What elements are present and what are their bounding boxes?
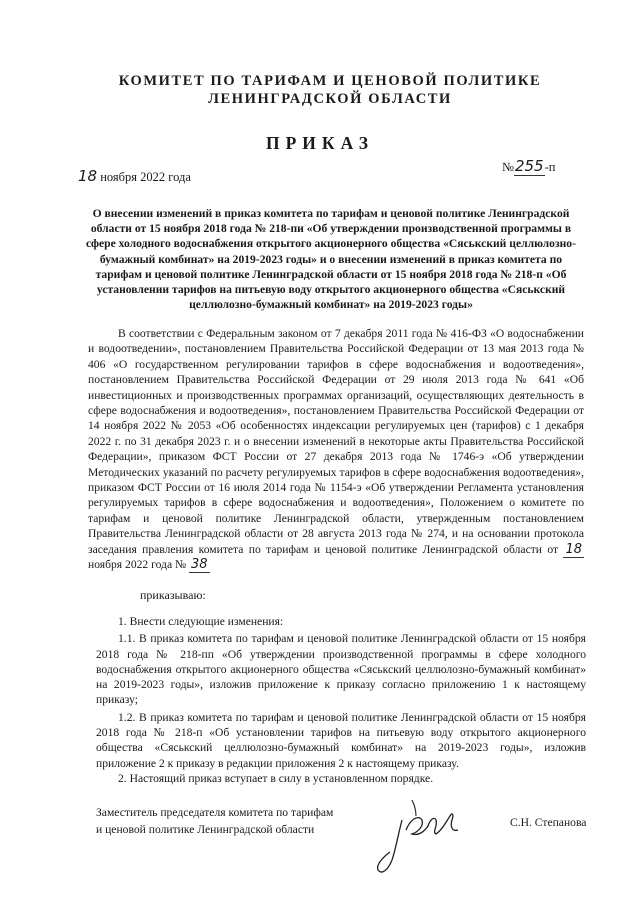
header-line-1: КОМИТЕТ ПО ТАРИФАМ И ЦЕНОВОЙ ПОЛИТИКЕ	[118, 73, 542, 89]
document-title: ПРИКАЗ	[265, 133, 375, 153]
handwritten-number: 255	[514, 157, 544, 175]
date-rest: ноября 2022 года	[97, 170, 191, 184]
number-prefix: №	[502, 160, 514, 174]
role-line-2: и ценовой политике Ленинградской области	[96, 823, 315, 836]
item-1-2: 1.2. В приказ комитета по тарифам и ценовой политике Ленинградской области от 15 ноября 2018 года № 218-п «Об установлении тарифов на питьевую воду открытого акционерного общества «Сяськский целлюлозно-бумажный комбинат» на 2019-2023 годы», изложив приложение 2 к приказу в редакции приложения 2 к настоящему приказу.	[96, 710, 586, 770]
preamble-middle: ноября 2022 года №	[88, 558, 189, 572]
signatory-role	[96, 804, 333, 838]
number-suffix: -п	[544, 160, 556, 174]
orders-word: приказываю:	[140, 588, 206, 602]
preamble-text: В соответствии с Федеральным законом от 7 декабря 2011 года № 416-ФЗ «О водоснабжении и водоотведении», постановлением Правительства Российской Федерации от 13 мая 2013 года № 406 «О государственном регулировании тарифов в сфере водоснабжения и водоотведения», постановлением Правительства Российской Федерации от 29 июля 2013 года № 641 «Об инвестиционных и производственных программах организаций, осуществляющих деятельность в сфере водоснабжения и водоотведения», постановлением Правительства Российской Федерации от 14 ноября 2022 № 2053 «Об особенностях индексации регулируемых цен (тарифов) с 1 декабря 2022 г. по 31 декабря 2023 г. и о внесении изменений в некоторые акты Правительства Российской Федерации», приказом ФСТ России от 27 декабря 2013 года № 1746-э «Об утверждении Методических указаний по расчету регулируемых тарифов в сфере водоснабжения водоотведения», приказом ФСТ России от 16 июля 2014 года № 1154-э «Об утверждении Регламента установления регулируемых тарифов в сфере водоснабжения и водоотведения», Положением о комитете по тарифам и ценовой политике Ленинградской области, утвержденным постановлением Правительства Ленинградской области от 28 августа 2013 года № 274, и на основании протокола заседания правления комитета по тарифам и ценовой политике Ленинградской области от	[88, 327, 584, 556]
order-items	[96, 614, 586, 786]
order-number	[502, 157, 555, 175]
order-date	[78, 167, 191, 185]
item-1-1: 1.1. В приказ комитета по тарифам и ценовой политике Ленинградской области от 15 ноября 2018 года № 218-пп «Об утверждении производственной программы в сфере холодного водоснабжения открытого акционерного общества «Сяськский целлюлозно-бумажный комбинат» на 2019-2023 годы», изложив приложение к приказу согласно приложению 1 к настоящему приказу;	[96, 632, 586, 707]
protocol-number: 38	[190, 557, 208, 573]
preamble	[88, 326, 584, 573]
handwritten-signature	[372, 790, 482, 885]
role-line-1: Заместитель председателя комитета по тарифам	[96, 806, 334, 819]
committee-header	[60, 72, 600, 108]
item-2: 2. Настоящий приказ вступает в силу в установленном порядке.	[118, 771, 434, 785]
item-1: 1. Внести следующие изменения:	[118, 615, 284, 628]
signatory-name: С.Н. Степанова	[510, 816, 587, 829]
handwritten-day: 18	[78, 167, 98, 185]
order-subject: О внесении изменений в приказ комитета по тарифам и ценовой политике Ленинградской области от 15 ноября 2018 года № 218-пи «Об утверждении производственной программы в сфере холодного водоснабжения открытого акционерного общества «Сяськский целлюлозно-бумажный комбинат» на 2019-2023 годы» и о внесении изменений в приказ комитета по тарифам и ценовой политике Ленинградской области от 15 ноября 2018 года № 218-п «Об установлении тарифов на питьевую воду открытого акционерного общества «Сяськский целлюлозно-бумажный комбинат» на 2019-2023 годы»	[86, 207, 576, 312]
signature-scribble	[372, 790, 482, 880]
header-line-2: ЛЕНИНГРАДСКОЙ ОБЛАСТИ	[208, 91, 452, 107]
preamble-paragraph	[88, 326, 584, 573]
protocol-day: 18	[565, 541, 582, 557]
